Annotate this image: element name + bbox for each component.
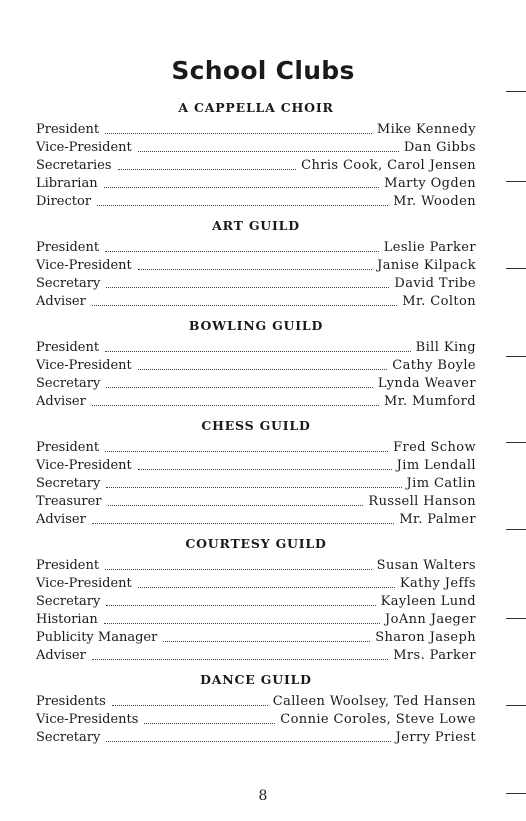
margin-mark [506,793,526,794]
officer-name: Sharon Jaseph [375,630,476,645]
officer-row [36,393,476,411]
page-title: School Clubs [171,56,355,85]
margin-mark [506,705,526,706]
club-section [36,217,476,311]
officer-row [36,175,476,193]
officer-row [36,139,476,157]
dot-leader [97,205,388,206]
officer-row [36,275,476,293]
dot-leader [105,133,372,134]
page-number: 8 [258,788,268,804]
club-heading: CHESS GUILD [201,418,311,433]
margin-mark [506,356,526,357]
officer-name: Jim Catlin [406,476,476,491]
dot-leader [106,287,389,288]
officer-name: Susan Walters [376,558,476,573]
officer-name: Chris Cook, Carol Jensen [301,158,476,173]
officer-name: Leslie Parker [383,240,476,255]
dot-leader [92,405,379,406]
club-section [36,535,476,665]
officer-row [36,439,476,457]
officer-role: President [36,440,100,455]
officer-role: Librarian [36,176,98,191]
officer-role: Vice-President [36,576,132,591]
officer-row [36,611,476,629]
margin-mark [506,91,526,92]
dot-leader [105,569,372,570]
dot-leader [112,705,268,706]
club-section [36,417,476,529]
dot-leader [104,623,380,624]
club-heading: ART GUILD [212,218,300,233]
margin-mark [506,268,526,269]
officer-name: Mr. Mumford [384,394,476,409]
dot-leader [106,487,401,488]
margin-mark [506,442,526,443]
officer-role: Director [36,194,92,209]
officer-name: Lynda Weaver [377,376,476,391]
club-heading: A CAPPELLA CHOIR [178,100,334,115]
officer-role: President [36,122,100,137]
officer-role: Vice-President [36,258,132,273]
officer-role: Adviser [36,294,86,309]
dot-leader [163,641,370,642]
dot-leader [118,169,297,170]
officer-row [36,475,476,493]
officer-row [36,293,476,311]
officer-role: President [36,240,100,255]
club-section [36,671,476,747]
officer-name: Bill King [415,340,476,355]
officer-name: Mr. Colton [402,294,476,309]
officer-row [36,557,476,575]
dot-leader [138,587,395,588]
officer-name: Mr. Wooden [393,194,476,209]
clubs-list [36,99,476,747]
dot-leader [104,187,380,188]
officer-role: Vice-President [36,140,132,155]
officer-role: Historian [36,612,98,627]
officer-role: Presidents [36,694,106,709]
club-heading: COURTESY GUILD [185,536,327,551]
dot-leader [138,369,387,370]
dot-leader [105,251,379,252]
officer-row [36,239,476,257]
officer-row [36,729,476,747]
officer-row [36,121,476,139]
dot-leader [106,741,390,742]
officer-name: Marty Ogden [384,176,476,191]
dot-leader [106,387,373,388]
officer-row [36,339,476,357]
officer-name: David Tribe [394,276,476,291]
officer-role: President [36,558,100,573]
officer-role: Secretary [36,476,101,491]
officer-name: Cathy Boyle [392,358,476,373]
officer-row [36,593,476,611]
club-heading: BOWLING GUILD [188,318,324,333]
margin-mark [506,181,526,182]
officer-row [36,193,476,211]
dot-leader [92,523,395,524]
officer-name: Mr. Palmer [399,512,476,527]
dot-leader [138,151,399,152]
officer-row [36,511,476,529]
officer-role: Vice-Presidents [36,712,139,727]
club-section [36,317,476,411]
officer-role: Vice-President [36,458,132,473]
officer-row [36,375,476,393]
officer-name: Connie Coroles, Steve Lowe [280,712,476,727]
officer-row [36,693,476,711]
officer-row [36,457,476,475]
officer-name: Janise Kilpack [377,258,476,273]
dot-leader [108,505,364,506]
dot-leader [106,605,375,606]
dot-leader [138,269,372,270]
dot-leader [105,451,388,452]
officer-name: Fred Schow [393,440,476,455]
officer-name: Dan Gibbs [403,140,476,155]
officer-role: Secretary [36,376,101,391]
officer-row [36,257,476,275]
officer-role: Adviser [36,512,86,527]
officer-role: Secretary [36,730,101,745]
officer-role: Secretary [36,594,101,609]
officer-role: Treasurer [36,494,102,509]
officer-name: Jerry Priest [395,730,476,745]
margin-mark [506,529,526,530]
officer-row [36,647,476,665]
officer-role: Publicity Manager [36,630,158,645]
officer-role: Adviser [36,394,86,409]
officer-name: Calleen Woolsey, Ted Hansen [272,694,476,709]
officer-role: Vice-President [36,358,132,373]
officer-role: Secretary [36,276,101,291]
officer-name: Kayleen Lund [380,594,476,609]
officer-row [36,493,476,511]
officer-name: Mike Kennedy [376,122,476,137]
officer-name: Jim Lendall [396,458,476,473]
dot-leader [105,351,411,352]
officer-row [36,629,476,647]
club-section [36,99,476,211]
officer-role: Adviser [36,648,86,663]
officer-row [36,575,476,593]
officer-row [36,711,476,729]
dot-leader [92,305,397,306]
officer-name: Russell Hanson [368,494,476,509]
officer-name: Mrs. Parker [393,648,476,663]
dot-leader [92,659,388,660]
officer-row [36,157,476,175]
officer-name: JoAnn Jaeger [385,612,476,627]
margin-mark [506,618,526,619]
officer-role: President [36,340,100,355]
officer-role: Secretaries [36,158,112,173]
club-heading: DANCE GUILD [200,672,312,687]
dot-leader [144,723,275,724]
officer-name: Kathy Jeffs [399,576,476,591]
dot-leader [138,469,392,470]
officer-row [36,357,476,375]
